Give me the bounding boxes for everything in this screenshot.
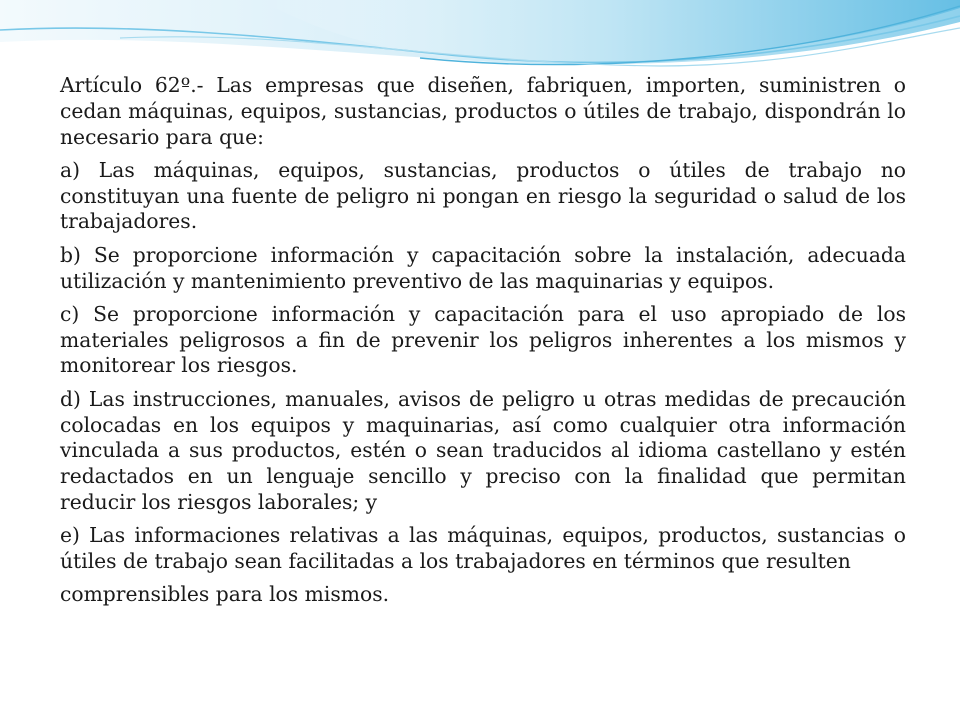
wave-front-shape [260, 0, 960, 64]
article-closing: comprensibles para los mismos. [60, 582, 390, 607]
article-item-b: b) Se proporcione información y capacitación sobre la instalación, adecuada utilización y mantenimiento preventivo de las maquinarias y equipos. [60, 242, 906, 293]
article-item-c: c) Se proporcione información y capacitación para el uso apropiado de los materiales peligrosos a fin de prevenir los peligros inherentes a los mismos y monitorear los riesgos. [60, 301, 906, 378]
article-item-a: a) Las máquinas, equipos, sustancias, productos o útiles de trabajo no constituyan una fuente de peligro ni pongan en riesgo la seguridad o salud de los trabajadores. [60, 157, 906, 234]
article-item-d: d) Las instrucciones, manuales, avisos de peligro u otras medidas de precaución colocadas en los equipos y maquinarias, así como cualquier otra información vinculada a sus productos, estén o sean traducidos al idioma castellano y estén redactados en un lenguaje sencillo y preciso con la finalidad que permitan reducir los riesgos laborales; y [60, 386, 906, 514]
article-body [60, 73, 906, 616]
article-intro: Artículo 62º.- Las empresas que diseñen, fabriquen, importen, suministren o cedan máquinas, equipos, sustancias, productos o útiles de trabajo, dispondrán lo necesario para que: [60, 73, 906, 149]
article-item-e: e) Las informaciones relativas a las máquinas, equipos, productos, sustancias o útiles de trabajo sean facilitadas a los trabajadores en términos que resulten [60, 523, 906, 574]
